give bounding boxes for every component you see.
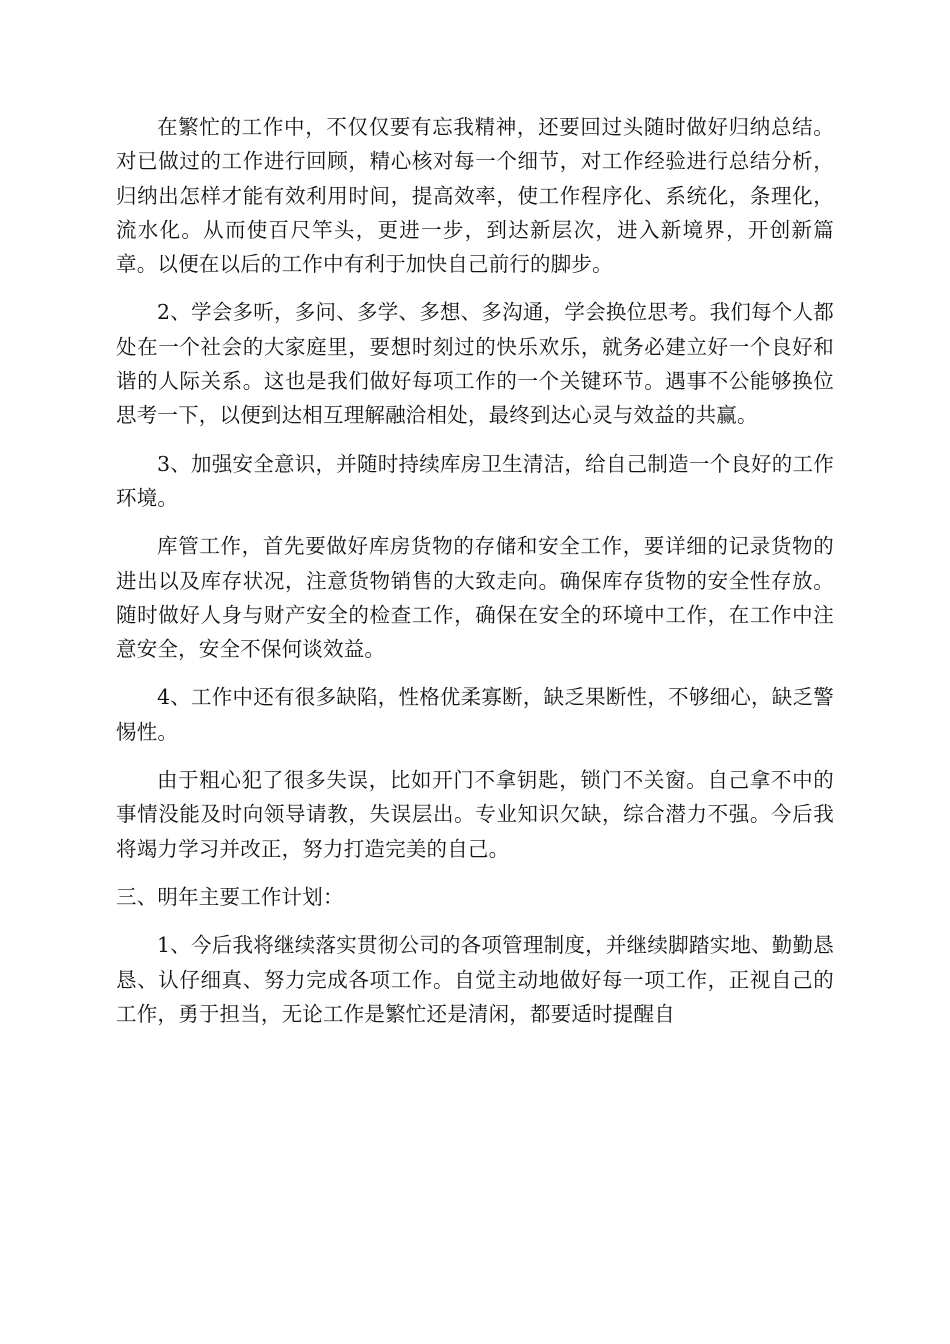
paragraph-item-4-shortcomings: 4、工作中还有很多缺陷，性格优柔寡断，缺乏果断性，不够细心，缺乏警惕性。 <box>116 685 834 744</box>
paragraph-plan-item-1: 1、今后我将继续落实贯彻公司的各项管理制度，并继续脚踏实地、勤勤恳恳、认仔细真、努力完成各项工作。自觉主动地做好每一项工作，正视自己的工作，勇于担当，无论工作是繁忙还是清闲，都要适时提醒自 <box>116 933 834 1026</box>
paragraph-warehouse-work: 库管工作，首先要做好库房货物的存储和安全工作，要详细的记录货物的进出以及库存状况，注意货物销售的大致走向。确保库存货物的安全性存放。随时做好人身与财产安全的检查工作，确保在安全的环境中工作，在工作中注意安全，安全不保何谈效益。 <box>116 534 834 662</box>
paragraph-item-2-communication: 2、学会多听，多问、多学、多想、多沟通，学会换位思考。我们每个人都处在一个社会的大家庭里，要想时刻过的快乐欢乐，就务必建立好一个良好和谐的人际关系。这也是我们做好每项工作的一个关键环节。遇事不公能够换位思考一下，以便到达相互理解融洽相处，最终到达心灵与效益的共赢。 <box>116 300 834 428</box>
document-body <box>116 110 834 1045</box>
paragraph-mistakes: 由于粗心犯了很多失误，比如开门不拿钥匙，锁门不关窗。自己拿不中的事情没能及时向领导请教，失误层出。专业知识欠缺，综合潜力不强。今后我将竭力学习并改正，努力打造完美的自己。 <box>116 768 834 861</box>
paragraph-item-3-safety: 3、加强安全意识，并随时持续库房卫生清洁，给自己制造一个良好的工作环境。 <box>116 451 834 510</box>
section-heading-next-year-plan: 三、明年主要工作计划： <box>116 884 344 909</box>
paragraph-summary-reflection: 在繁忙的工作中，不仅仅要有忘我精神，还要回过头随时做好归纳总结。对已做过的工作进行回顾，精心核对每一个细节，对工作经验进行总结分析，归纳出怎样才能有效利用时间，提高效率，使工作程序化、系统化，条理化，流水化。从而使百尺竿头，更进一步，到达新层次，进入新境界，开创新篇章。以便在以后的工作中有利于加快自己前行的脚步。 <box>116 115 834 277</box>
